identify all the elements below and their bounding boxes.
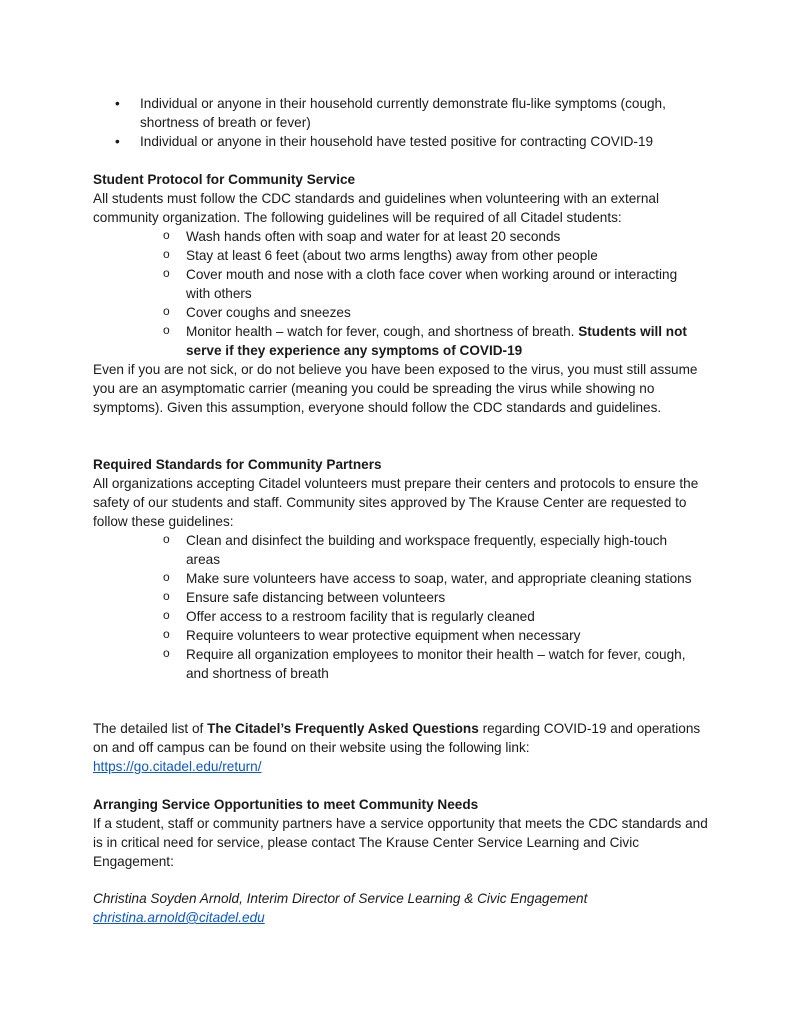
monitor-warning: Students will not serve if they experience any symptoms of COVID-19 <box>186 324 687 358</box>
monitor-text: Monitor health – watch for fever, cough, and shortness of breath. <box>186 324 575 339</box>
section-heading: Required Standards for Community Partners <box>93 457 382 472</box>
list-item: o Wash hands often with soap and water for at least 20 seconds <box>93 227 713 246</box>
list-item: o Make sure volunteers have access to soap, water, and appropriate cleaning stations <box>93 569 713 588</box>
list-item: o Cover coughs and sneezes <box>93 303 713 322</box>
list-item: • Individual or anyone in their household have tested positive for contracting COVID-19 <box>93 132 713 151</box>
arranging-section <box>93 795 713 871</box>
faq-paragraph <box>93 719 713 757</box>
list-item: o Ensure safe distancing between volunteers <box>93 588 713 607</box>
list-item: o Stay at least 6 feet (about two arms lengths) away from other people <box>93 246 713 265</box>
student-protocol-section <box>93 170 713 417</box>
partner-guideline-list <box>93 531 713 683</box>
faq-section <box>93 719 713 776</box>
list-item: o Clean and disinfect the building and workspace frequently, especially high-touch areas <box>93 531 713 569</box>
faq-title: The Citadel’s Frequently Asked Questions <box>207 721 479 736</box>
list-item: o Require all organization employees to monitor their health – watch for fever, cough, and shortness of breath <box>93 645 713 683</box>
faq-suffix: regarding COVID-19 and operations on and off campus can be found on their website using the following link: <box>93 721 701 755</box>
contact-email-link[interactable]: christina.arnold@citadel.edu <box>93 910 265 925</box>
exclusion-bullet-list <box>93 94 713 151</box>
arranging-paragraph: If a student, staff or community partners have a service opportunity that meets the CDC standards and is in critical need for service, please contact The Krause Center Service Learning and Civic Engagement: <box>93 816 708 869</box>
asymptomatic-paragraph: Even if you are not sick, or do not believe you have been exposed to the virus, you must still assume you are an asymptomatic carrier (meaning you could be spreading the virus while showing no symptoms). Given this assumption, everyone should follow the CDC standards and guidelines. <box>93 362 698 415</box>
contact-name-title: Christina Soyden Arnold, Interim Director of Service Learning & Civic Engagement <box>93 891 588 906</box>
list-item: o Cover mouth and nose with a cloth face cover when working around or interacting with others <box>93 265 713 303</box>
section-intro: All organizations accepting Citadel volunteers must prepare their centers and protocols to ensure the safety of our students and staff. Community sites approved by The Krause Center are requested to follow these guidelines: <box>93 476 699 529</box>
list-item: • Individual or anyone in their household currently demonstrate flu-like symptoms (cough, shortness of breath or fever) <box>93 94 713 132</box>
section-intro: All students must follow the CDC standards and guidelines when volunteering with an external community organization. The following guidelines will be required of all Citadel students: <box>93 191 659 225</box>
section-heading: Arranging Service Opportunities to meet Community Needs <box>93 797 479 812</box>
partner-standards-section <box>93 455 713 683</box>
faq-link[interactable]: https://go.citadel.edu/return/ <box>93 759 262 774</box>
student-guideline-list <box>93 227 713 360</box>
list-item: o Offer access to a restroom facility that is regularly cleaned <box>93 607 713 626</box>
list-item <box>93 322 713 360</box>
section-heading: Student Protocol for Community Service <box>93 172 356 187</box>
faq-prefix: The detailed list of <box>93 721 208 736</box>
contact-section <box>93 889 713 927</box>
list-item: o Require volunteers to wear protective equipment when necessary <box>93 626 713 645</box>
